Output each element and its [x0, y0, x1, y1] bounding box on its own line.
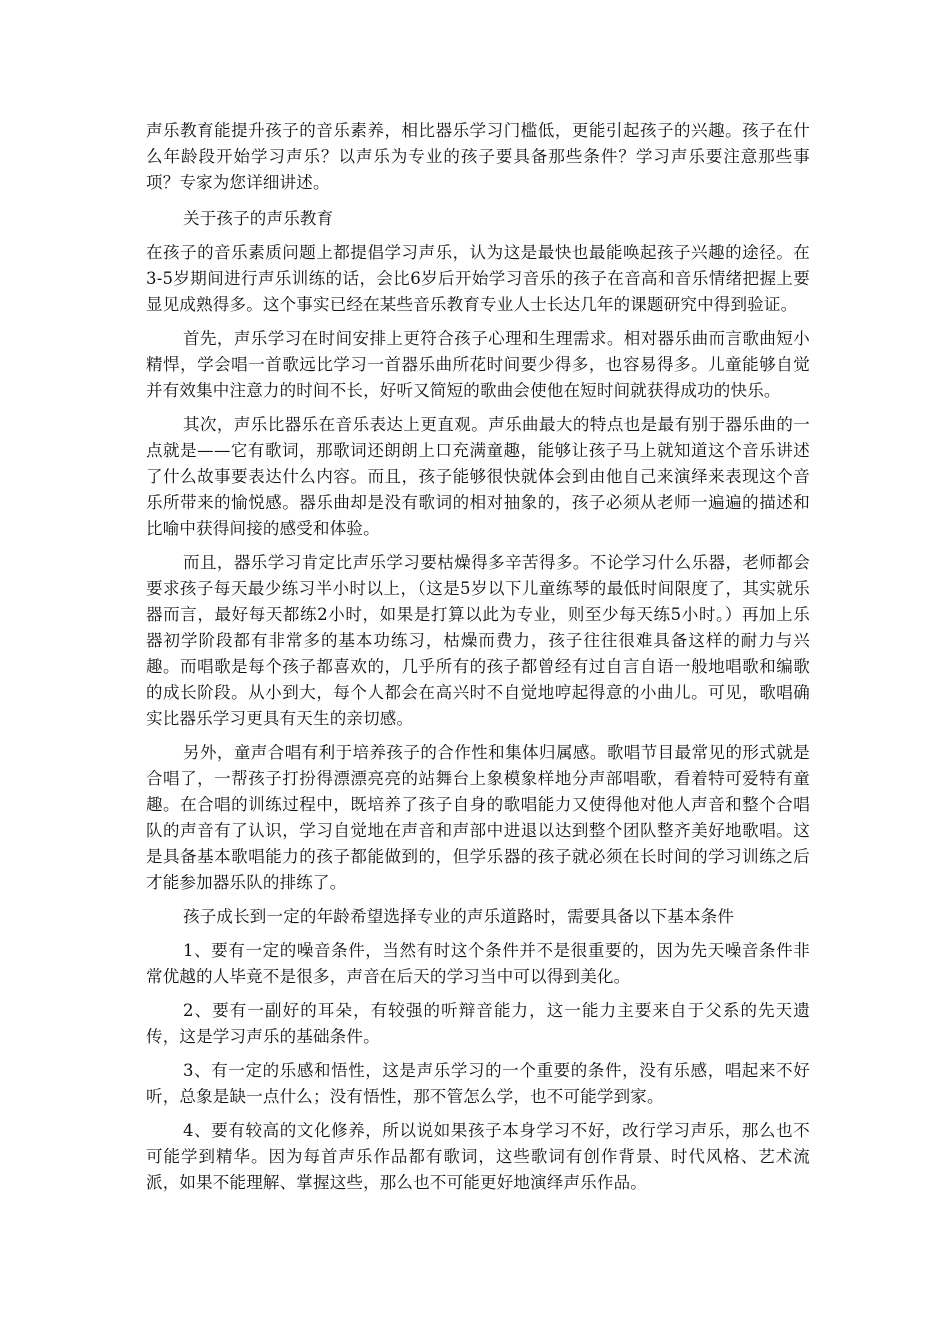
body-paragraph: 另外，童声合唱有利于培养孩子的合作性和集体归属感。歌唱节目最常见的形式就是合唱了，一帮孩子打扮得漂漂亮亮的站舞台上象模象样地分声部唱歌，看着特可爱特有童趣。在合唱的训练过程中，既培养了孩子自身的歌唱能力又使得他对他人声音和整个合唱队的声音有了认识，学习自觉地在声音和声部中进退以达到整个团队整齐美好地歌唱。这是具备基本歌唱能力的孩子都能做到的，但学乐器的孩子就必须在长时间的学习训练之后才能参加器乐队的排练了。	[146, 743, 810, 892]
intro-paragraph: 声乐教育能提升孩子的音乐素养，相比器乐学习门槛低，更能引起孩子的兴趣。孩子在什么年龄段开始学习声乐？以声乐为专业的孩子要具备那些条件？学习声乐要注意那些事项？专家为您详细讲述。	[146, 121, 810, 192]
body-paragraph: 而且，器乐学习肯定比声乐学习要枯燥得多辛苦得多。不论学习什么乐器，老师都会要求孩子每天最少练习半小时以上，（这是5岁以下儿童练琴的最低时间限度了，其实就乐器而言，最好每天都练2小时，如果是打算以此为专业，则至少每天练5小时。）再加上乐器初学阶段都有非常多的基本功练习，枯燥而费力，孩子往往很难具备这样的耐力与兴趣。而唱歌是每个孩子都喜欢的，几乎所有的孩子都曾经有过自言自语一般地唱歌和编歌的成长阶段。从小到大，每个人都会在高兴时不自觉地哼起得意的小曲儿。可见，歌唱确实比器乐学习更具有天生的亲切感。	[146, 553, 810, 728]
body-paragraph: 在孩子的音乐素质问题上都提倡学习声乐，认为这是最快也最能唤起孩子兴趣的途径。在3-5岁期间进行声乐训练的话，会比6岁后开始学习音乐的孩子在音高和音乐情绪把握上要显见成熟得多。这个事实已经在某些音乐教育专业人士长达几年的课题研究中得到验证。	[146, 243, 810, 314]
section-heading: 关于孩子的声乐教育	[183, 209, 334, 228]
document-page	[146, 118, 810, 1204]
conditions-heading: 孩子成长到一定的年龄希望选择专业的声乐道路时，需要具备以下基本条件	[183, 907, 735, 926]
list-item: 3、有一定的乐感和悟性，这是声乐学习的一个重要的条件，没有乐感，唱起来不好听，总象是缺一点什么；没有悟性，那不管怎么学，也不可能学到家。	[146, 1061, 810, 1106]
body-paragraph: 首先，声乐学习在时间安排上更符合孩子心理和生理需求。相对器乐曲而言歌曲短小精悍，学会唱一首歌远比学习一首器乐曲所花时间要少得多，也容易得多。儿童能够自觉并有效集中注意力的时间不长，好听又简短的歌曲会使他在短时间就获得成功的快乐。	[146, 329, 810, 400]
list-item: 4、要有较高的文化修养，所以说如果孩子本身学习不好，改行学习声乐，那么也不可能学到精华。因为每首声乐作品都有歌词，这些歌词有创作背景、时代风格、艺术流派，如果不能理解、掌握这些，那么也不可能更好地演绎声乐作品。	[146, 1121, 810, 1192]
list-item: 2、要有一副好的耳朵，有较强的听辩音能力，这一能力主要来自于父系的先天遗传，这是学习声乐的基础条件。	[146, 1001, 810, 1046]
body-paragraph: 其次，声乐比器乐在音乐表达上更直观。声乐曲最大的特点也是最有别于器乐曲的一点就是——它有歌词，那歌词还朗朗上口充满童趣，能够让孩子马上就知道这个音乐讲述了什么故事要表达什么内容。而且，孩子能够很快就体会到由他自己来演绎来表现这个音乐所带来的愉悦感。器乐曲却是没有歌词的相对抽象的，孩子必须从老师一遍遍的描述和比喻中获得间接的感受和体验。	[146, 415, 810, 538]
list-item: 1、要有一定的噪音条件，当然有时这个条件并不是很重要的，因为先天噪音条件非常优越的人毕竟不是很多，声音在后天的学习当中可以得到美化。	[146, 941, 810, 986]
